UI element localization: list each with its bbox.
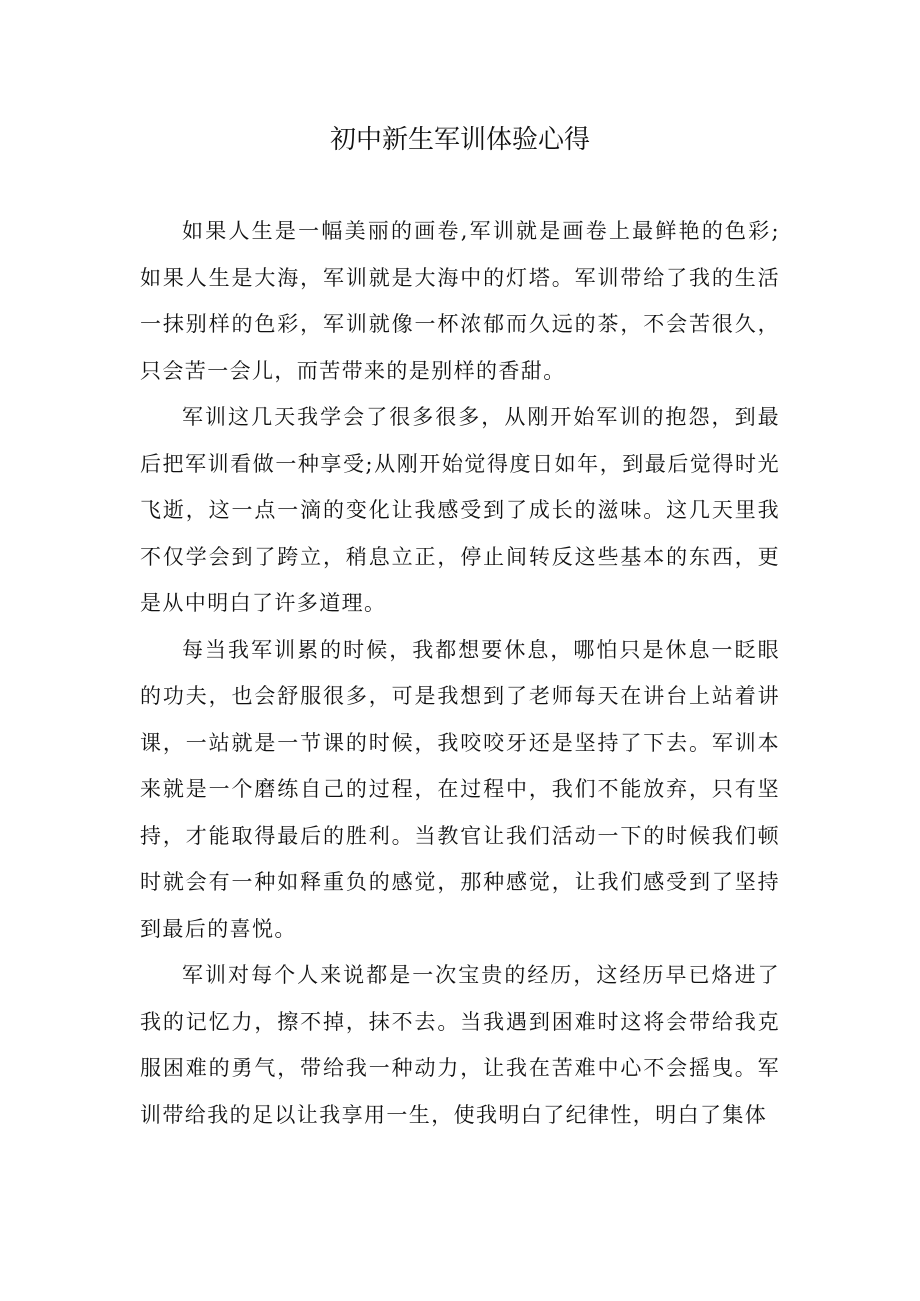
page-title: 初中新生军训体验心得 <box>329 125 590 155</box>
document-body <box>140 208 780 1138</box>
paragraph: 军训对每个人来说都是一次宝贵的经历，这经历早已烙进了我的记忆力，擦不掉，抹不去。当我遇到困难时这将会带给我克服困难的勇气，带给我一种动力，让我在苦难中心不会摇曳。军训带给我的足以让我享用一生，使我明白了纪律性，明白了集体 <box>140 963 780 1127</box>
paragraph: 军训这几天我学会了很多很多，从刚开始军训的抱怨，到最后把军训看做一种享受;从刚开始觉得度日如年，到最后觉得时光飞逝，这一点一滴的变化让我感受到了成长的滋味。这几天里我不仅学会到了跨立，稍息立正，停止间转反这些基本的东西，更是从中明白了许多道理。 <box>140 405 780 615</box>
paragraph: 如果人生是一幅美丽的画卷,军训就是画卷上最鲜艳的色彩;如果人生是大海，军训就是大海中的灯塔。军训带给了我的生活一抹别样的色彩，军训就像一杯浓郁而久远的茶，不会苦很久，只会苦一会儿，而苦带来的是别样的香甜。 <box>140 219 780 383</box>
paragraph: 每当我军训累的时候，我都想要休息，哪怕只是休息一眨眼的功夫，也会舒服很多，可是我想到了老师每天在讲台上站着讲课，一站就是一节课的时候，我咬咬牙还是坚持了下去。军训本来就是一个磨练自己的过程，在过程中，我们不能放弃，只有坚持，才能取得最后的胜利。当教官让我们活动一下的时候我们顿时就会有一种如释重负的感觉，那种感觉，让我们感受到了坚持到最后的喜悦。 <box>140 637 780 941</box>
